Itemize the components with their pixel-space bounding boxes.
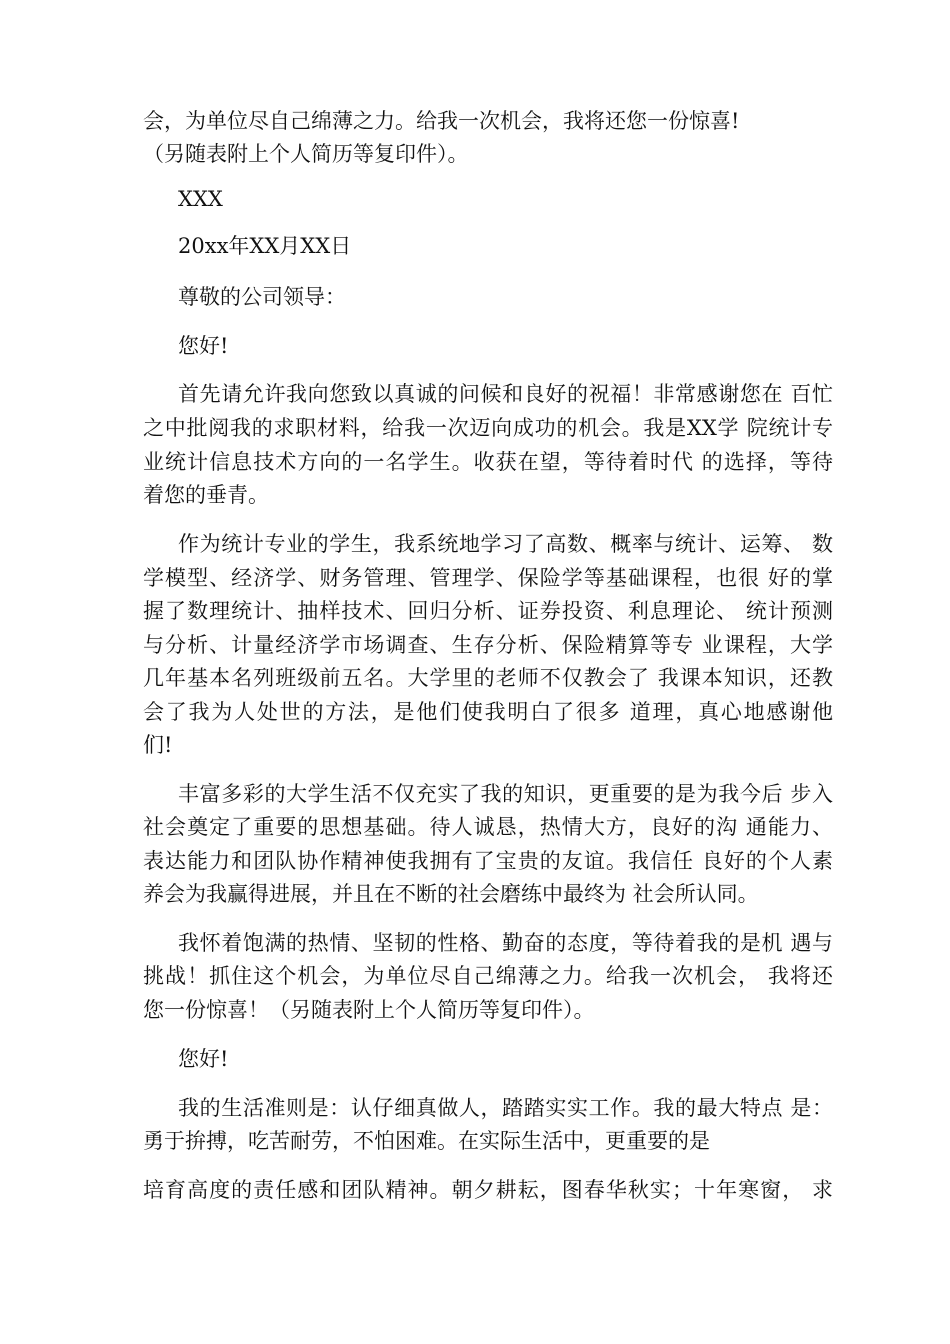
text-line: （另随表附上个人简历等复印件）。 (143, 142, 469, 166)
text-line: 们! (143, 733, 173, 757)
text-line: 表达能力和团队协作精神使我拥有了宝贵的友谊。我信任 良好的个人素 (143, 849, 833, 873)
text-line: 您一份惊喜！（另随表附上个人简历等复印件）。 (143, 998, 595, 1022)
text-line: 握了数理统计、抽样技术、回归分析、证券投资、利息理论、 统计预测 (143, 599, 833, 623)
text-line: 着您的垂青。 (143, 483, 269, 507)
text-line: 挑战！抓住这个机会，为单位尽自己绵薄之力。给我一次机会， 我将还 (143, 964, 833, 988)
text-line: 培育高度的责任感和团队精神。朝夕耕耘，图春华秋实；十年寒窗， 求 (143, 1178, 833, 1202)
text-line: 养会为我赢得进展，并且在不断的社会磨练中最终为 社会所认同。 (143, 882, 759, 906)
text-line: 业统计信息技术方向的一名学生。收获在望，等待着时代 的选择，等待 (143, 450, 833, 474)
greeting: 您好! (178, 334, 229, 358)
text-line: 社会奠定了重要的思想基础。待人诚恳，热情大方，良好的沟 通能力、 (143, 815, 833, 839)
text-line: 勇于拚搏，吃苦耐劳，不怕困难。在实际生活中，更重要的是 (143, 1129, 710, 1153)
text-line: 几年基本名列班级前五名。大学里的老师不仅教会了 我课本知识，还教 (143, 666, 833, 690)
text-line: 会了我为人处世的方法，是他们使我明白了很多 道理，真心地感谢他 (143, 700, 833, 724)
text-line: 我的生活准则是：认仔细真做人，踏踏实实工作。我的最大特点 是： (178, 1096, 833, 1120)
text-line: 会，为单位尽自己绵薄之力。给我一次机会，我将还您一份惊喜! (143, 109, 740, 133)
text-line: 首先请允许我向您致以真诚的问候和良好的祝福！非常感谢您在 百忙 (178, 382, 833, 406)
signature-name: XXX (178, 187, 223, 211)
text-line: 作为统计专业的学生，我系统地学习了高数、概率与统计、运筹、 数 (178, 532, 833, 556)
text-line: 我怀着饱满的热情、坚韧的性格、勤奋的态度，等待着我的是机 遇与 (178, 931, 833, 955)
text-line: 学模型、经济学、财务管理、管理学、保险学等基础课程，也很 好的掌 (143, 566, 833, 590)
greeting: 您好! (178, 1047, 229, 1071)
text-line: 之中批阅我的求职材料，给我一次迈向成功的机会。我是XX学 院统计专 (143, 416, 833, 440)
text-line: 与分析、计量经济学市场调查、生存分析、保险精算等专 业课程，大学 (143, 633, 833, 657)
signature-date: 20xx年XX月XX日 (178, 234, 352, 258)
text-line: 丰富多彩的大学生活不仅充实了我的知识，更重要的是为我今后 步入 (178, 782, 833, 806)
salutation: 尊敬的公司领导： (178, 285, 346, 309)
